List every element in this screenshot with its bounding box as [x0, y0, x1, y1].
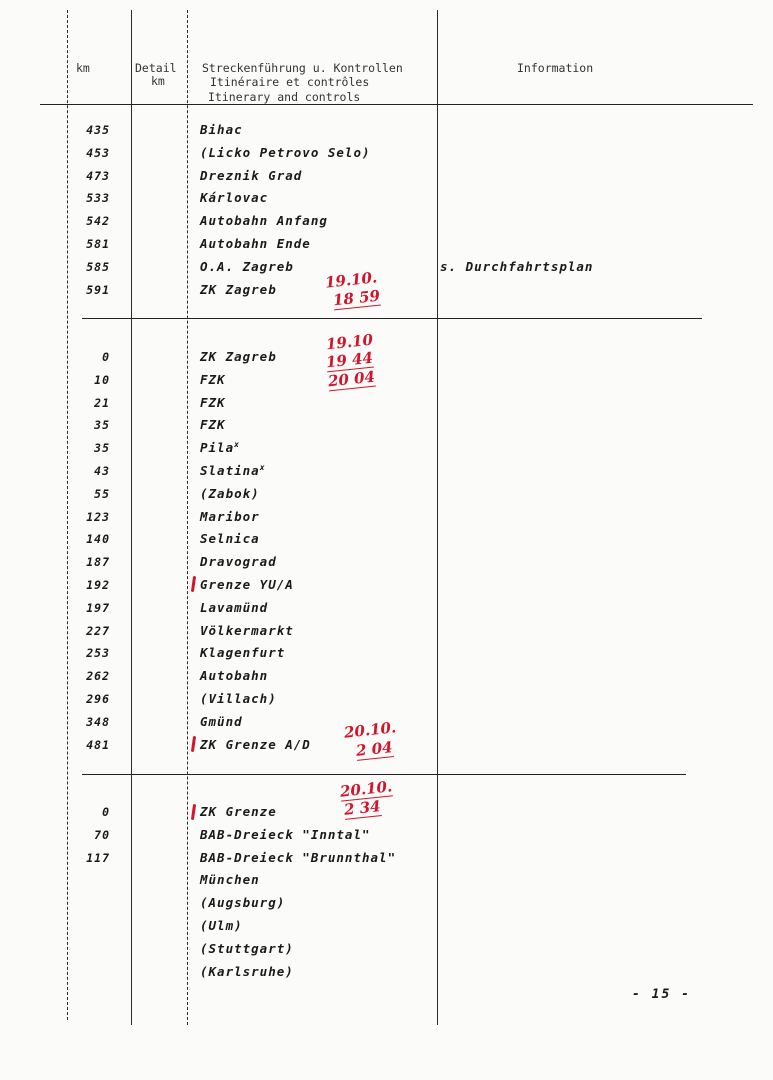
route-entry-text: ZK Grenze A/D — [200, 736, 311, 752]
route-entry-text: (Karlsruhe) — [200, 963, 294, 979]
km-value: 542 — [86, 214, 110, 229]
route-entry-text: Dreznik Grad — [200, 167, 303, 183]
route-entry — [200, 168, 302, 183]
km-value: 253 — [86, 646, 110, 661]
red-tick-mark — [191, 736, 196, 752]
route-entry — [200, 486, 260, 501]
route-entry-text: München — [200, 872, 260, 888]
handwritten-zagreb-time — [332, 287, 381, 310]
km-value: 10 — [94, 372, 110, 387]
route-entry-text: ZK Grenze — [200, 804, 277, 819]
header-route-en: Itinerary and controls — [208, 90, 361, 104]
handwritten-s3-date-text: 20.10. — [339, 777, 394, 801]
handwritten-grenze-ad-date: 20.10. — [343, 718, 398, 742]
handwritten-s3-date — [339, 777, 393, 800]
route-entry-text: BAB-Dreieck "Inntal" — [200, 826, 371, 842]
km-value: 533 — [86, 191, 110, 206]
handwritten-s2-time2 — [327, 368, 376, 391]
route-entry — [200, 691, 277, 706]
km-value: 117 — [86, 850, 110, 865]
route-entry — [200, 509, 260, 524]
route-entry-text: Klagenfurt — [200, 645, 286, 661]
route-entry-text: (Zabok) — [200, 485, 260, 501]
route-entry — [200, 145, 371, 160]
km-value: 262 — [86, 669, 110, 684]
route-entry-text: Lavamünd — [200, 599, 269, 615]
route-entry-text: (Villach) — [200, 691, 277, 706]
km-value: 35 — [94, 441, 110, 456]
route-entry — [200, 213, 328, 228]
header-rule — [40, 104, 753, 105]
route-entry — [200, 236, 311, 251]
km-value: 187 — [86, 555, 110, 570]
column-rule-km — [131, 10, 132, 1025]
handwritten-zagreb-date: 19.10. — [324, 268, 379, 292]
km-value: 43 — [94, 464, 110, 478]
route-entry-text: (Licko Petrovo Selo) — [200, 144, 371, 160]
route-entry — [200, 395, 226, 410]
route-entry-text: ZK Zagreb — [200, 349, 277, 364]
route-entry-text: Maribor — [200, 508, 260, 524]
handwritten-s3-time-text: 2 34 — [343, 797, 382, 819]
km-value: 585 — [86, 259, 110, 274]
km-value: 197 — [86, 600, 110, 615]
km-value: 35 — [94, 418, 110, 433]
route-entry — [200, 714, 243, 729]
route-entry — [200, 872, 260, 887]
km-value: 70 — [94, 827, 110, 842]
km-value: 0 — [102, 805, 110, 819]
km-value: 55 — [94, 486, 110, 501]
route-entry — [200, 417, 226, 432]
km-value: 453 — [86, 145, 110, 160]
km-value: 192 — [86, 578, 110, 592]
route-entry — [200, 668, 268, 683]
header-route-de: Streckenführung u. Kontrollen — [202, 61, 403, 75]
route-entry — [200, 372, 226, 387]
km-value: 21 — [94, 395, 110, 410]
route-entry — [200, 941, 294, 956]
route-entry — [200, 645, 285, 660]
km-value: 435 — [86, 123, 110, 137]
km-value: 123 — [86, 509, 110, 524]
route-entry-text: Autobahn — [200, 668, 269, 684]
route-entry — [200, 737, 311, 752]
route-entry-text: (Augsburg) — [200, 895, 286, 911]
km-value: 296 — [86, 692, 110, 706]
column-rule-detail — [187, 10, 188, 1025]
footnote-marker: x — [259, 463, 266, 472]
km-value: 140 — [86, 532, 110, 547]
route-entry-text: FZK — [200, 394, 226, 410]
route-entry-text: ZK Zagreb — [200, 281, 277, 297]
route-entry — [200, 463, 266, 478]
route-entry — [200, 804, 277, 819]
header-km: km — [76, 61, 90, 75]
section-divider-1 — [82, 318, 702, 319]
header-detail-unit: km — [151, 74, 165, 88]
handwritten-s2-date: 19.10 — [325, 330, 374, 354]
route-entry — [200, 850, 396, 865]
km-value: 348 — [86, 714, 110, 729]
handwritten-zagreb-time-text: 18 59 — [332, 286, 381, 310]
column-rule-route — [437, 10, 438, 1025]
route-entry — [200, 918, 243, 933]
route-entry-text: FZK — [200, 371, 226, 387]
route-entry — [200, 600, 268, 615]
route-entry — [200, 282, 277, 297]
route-entry-text: O.A. Zagreb — [200, 258, 294, 274]
route-entry-text: Selnica — [200, 531, 260, 547]
route-entry — [200, 964, 294, 979]
handwritten-grenze-ad-time-text: 2 04 — [355, 738, 394, 760]
handwritten-grenze-ad-time — [355, 738, 393, 760]
km-value: 581 — [86, 237, 110, 251]
red-tick-mark — [191, 804, 196, 820]
footnote-marker: x — [234, 440, 240, 450]
route-entry-text: Slatina — [200, 463, 260, 479]
route-entry — [200, 259, 294, 274]
km-value: 481 — [86, 737, 110, 752]
route-entry — [200, 623, 294, 638]
section-divider-2 — [82, 774, 686, 775]
handwritten-s2-time2-text: 20 04 — [327, 367, 376, 391]
km-value: 591 — [86, 282, 110, 297]
route-entry — [200, 554, 277, 569]
km-value: 227 — [86, 623, 110, 638]
route-entry — [200, 827, 371, 842]
km-value: 473 — [86, 168, 110, 183]
handwritten-s3-time — [343, 797, 381, 819]
header-information: Information — [517, 61, 594, 75]
page-number: - 15 - — [632, 987, 691, 1002]
route-entry — [200, 349, 277, 364]
route-entry — [200, 577, 294, 592]
route-entry-text: Gmünd — [200, 713, 243, 729]
route-entry — [200, 895, 285, 910]
route-entry — [200, 122, 243, 137]
route-entry — [200, 531, 260, 546]
route-entry-text: BAB-Dreieck "Brunnthal" — [200, 849, 397, 865]
red-tick-mark — [191, 576, 196, 592]
header-route-fr: Itinéraire et contrôles — [210, 75, 370, 89]
route-entry-text: Dravograd — [200, 554, 277, 570]
route-entry-text: Autobahn Anfang — [200, 213, 328, 229]
route-entry-text: Bihac — [200, 122, 243, 137]
route-entry-text: Kárlovac — [200, 190, 269, 206]
route-entry-text: (Ulm) — [200, 918, 243, 933]
handwritten-s2-time1-text: 19 44 — [325, 348, 374, 372]
route-entry-text: Pila — [200, 440, 235, 456]
route-entry-text: Völkermarkt — [200, 622, 294, 638]
route-entry — [200, 190, 268, 205]
information-entry: s. Durchfahrtsplan — [440, 258, 594, 274]
route-entry-text: Grenze YU/A — [200, 577, 294, 592]
route-entry-text: Autobahn Ende — [200, 236, 311, 251]
km-value: 0 — [102, 350, 110, 364]
route-entry-text: (Stuttgart) — [200, 940, 294, 956]
route-entry — [200, 440, 240, 455]
header-detail: Detail — [135, 61, 177, 75]
route-entry-text: FZK — [200, 417, 226, 433]
